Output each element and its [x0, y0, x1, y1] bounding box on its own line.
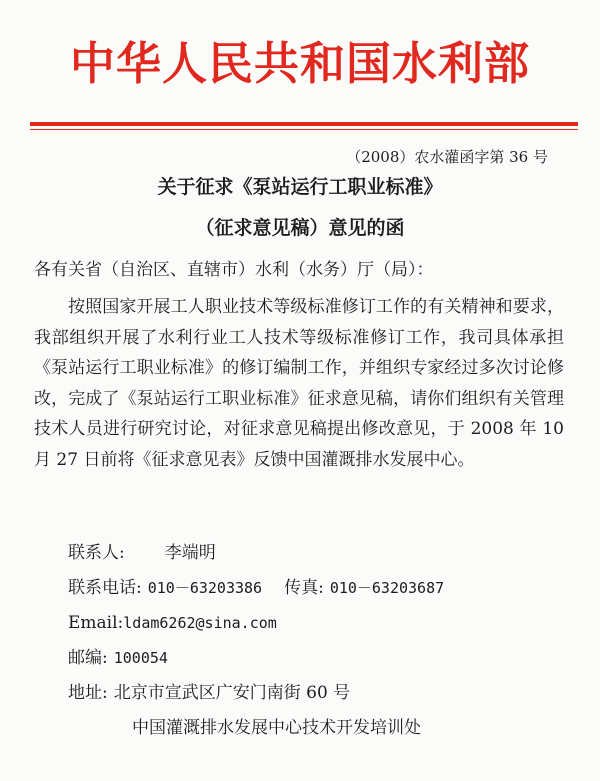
contact-postcode-row — [68, 646, 168, 670]
letterhead-title: 中华人民共和国水利部 — [69, 37, 530, 90]
contact-address-row — [68, 681, 350, 705]
document-number: （2008）农水灌函字第 36 号 — [346, 148, 548, 166]
salutation: 各有关省（自治区、直辖市）水利（水务）厅（局）： — [34, 260, 434, 280]
letterhead-rule-thick — [30, 122, 578, 126]
contact-address-label: 地址: — [68, 683, 108, 703]
contact-postcode-value: 100054 — [113, 649, 168, 667]
letterhead-rule-thin — [30, 129, 578, 130]
contact-address-value: 北京市宣武区广安门南街 60 号 — [113, 683, 351, 703]
document-title-line-2: （征求意见稿）意见的函 — [195, 217, 405, 239]
contact-phone-label: 联系电话: — [68, 578, 142, 598]
contact-email-value: ldam6262@sina.com — [123, 614, 277, 632]
contact-person-label: 联系人: — [68, 543, 125, 563]
contact-email-label: Email: — [68, 613, 124, 633]
contact-person-row — [68, 541, 216, 565]
contact-phone-row — [68, 576, 444, 600]
document-title-line-1: 关于征求《泵站运行工职业标准》 — [157, 176, 443, 198]
contact-person-value: 李端明 — [164, 543, 216, 563]
body-paragraph: 按照国家开展工人职业技术等级标准修订工作的有关精神和要求，我部组织开展了水利行业工人技术等级标准修订工作，我司具体承担《泵站运行工职业标准》的修订编制工作，并组织专家经过多次讨论修改，完成了《泵站运行工职业标准》征求意见稿，请你们组织有关管理技术人员进行研究讨论，对征求意见稿提出修改意见，于 2008 年 10 月 27 日前将《征求意见表》反馈中国灌溉排水发展中心。 — [34, 297, 564, 470]
contact-organization: 中国灌溉排水发展中心技术开发培训处 — [132, 718, 421, 738]
contact-postcode-label: 邮编: — [68, 648, 108, 668]
contact-phone-value: 010－63203386 — [147, 579, 263, 597]
contact-email-row — [68, 611, 277, 635]
contact-fax-label: 传真: — [284, 578, 324, 598]
contact-fax-value: 010－63203687 — [329, 579, 445, 597]
